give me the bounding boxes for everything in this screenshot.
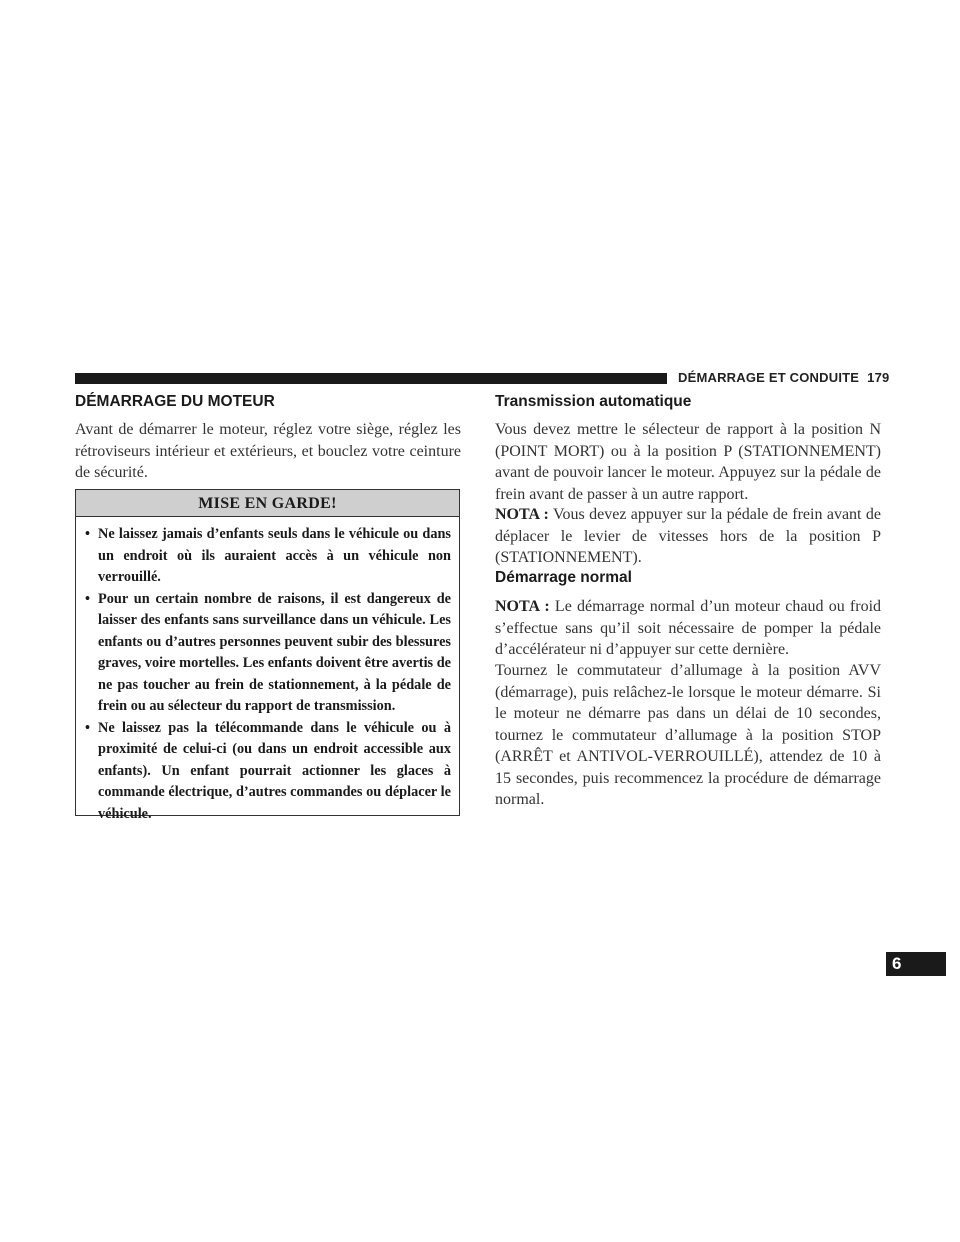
warning-item-text: Pour un certain nombre de raisons, il est dangereux de laisser des enfants sans surveillance dans un véhicule. Les enfants ou d’autres personnes peuvent subir des blessures graves, voire mortelles. Les enfants doivent être avertis de ne pas toucher au frein de stationnement, à la pédale de frein ou au sélecteur du rapport de transmission. — [98, 590, 451, 714]
warning-box — [75, 489, 460, 822]
header-rule — [75, 373, 667, 384]
transmission-heading: Transmission automatique — [495, 393, 692, 410]
bullet-icon: • — [85, 719, 91, 736]
warning-item-text: Ne laissez pas la télécommande dans le véhicule ou à proximité de celui-ci (ou dans un endroit accessible aux enfants). Un enfant pourrait actionner les glaces à commande électrique, d’autres commandes ou déplacer le véhicule. — [98, 719, 451, 822]
warning-item — [85, 589, 451, 718]
section-title: DÉMARRAGE ET CONDUITE — [678, 370, 860, 385]
warning-item-text: Ne laissez jamais d’enfants seuls dans le véhicule ou dans un endroit où ils auraient accès à un véhicule non verrouillé. — [98, 526, 451, 585]
normal-start-heading: Démarrage normal — [495, 569, 632, 586]
normal-start-note — [495, 596, 881, 661]
section-heading: DÉMARRAGE DU MOTEUR — [75, 393, 275, 410]
warning-item — [85, 524, 451, 589]
warning-title: MISE EN GARDE! — [76, 490, 459, 517]
running-head — [678, 370, 889, 385]
bullet-icon: • — [85, 526, 91, 542]
note-label: NOTA : — [495, 506, 549, 523]
transmission-note — [495, 504, 881, 569]
page-number: 179 — [867, 370, 890, 385]
chapter-tab: 6 — [886, 952, 946, 976]
transmission-paragraph: Vous devez mettre le sélecteur de rapport à la position N (POINT MORT) ou à la position P (STATIONNEMENT) avant de pouvoir lancer le moteur. Appuyez sur la pédale de frein avant de passer à un autre rapport. — [495, 421, 881, 503]
normal-start-paragraph: Tournez le commutateur d’allumage à la position AVV (démarrage), puis relâchez-le lorsque le moteur démarre. Si le moteur ne démarre pas dans un délai de 10 secondes, tournez le commutateur d’allumage à la position STOP (ARRÊT et ANTIVOL-VERROUILLÉ), attendez de 10 à 15 secondes, puis recommencez la procédure de démarrage normal. — [495, 662, 881, 808]
note-label: NOTA : — [495, 598, 550, 615]
warning-list — [76, 517, 459, 825]
note-text: Vous devez appuyer sur la pédale de frein avant de déplacer le levier de vitesses hors de la position P (STATIONNEMENT). — [495, 506, 882, 566]
intro-paragraph: Avant de démarrer le moteur, réglez votre siège, réglez les rétroviseurs intérieur et extérieurs, et bouclez votre ceinture de sécurité. — [75, 421, 461, 481]
warning-item — [85, 718, 451, 826]
bullet-icon: • — [85, 590, 91, 607]
note-text: Le démarrage normal d’un moteur chaud ou froid s’effectue sans qu’il soit nécessaire de pomper la pédale d’accélérateur ni d’appuyer sur cette dernière. — [495, 598, 882, 658]
